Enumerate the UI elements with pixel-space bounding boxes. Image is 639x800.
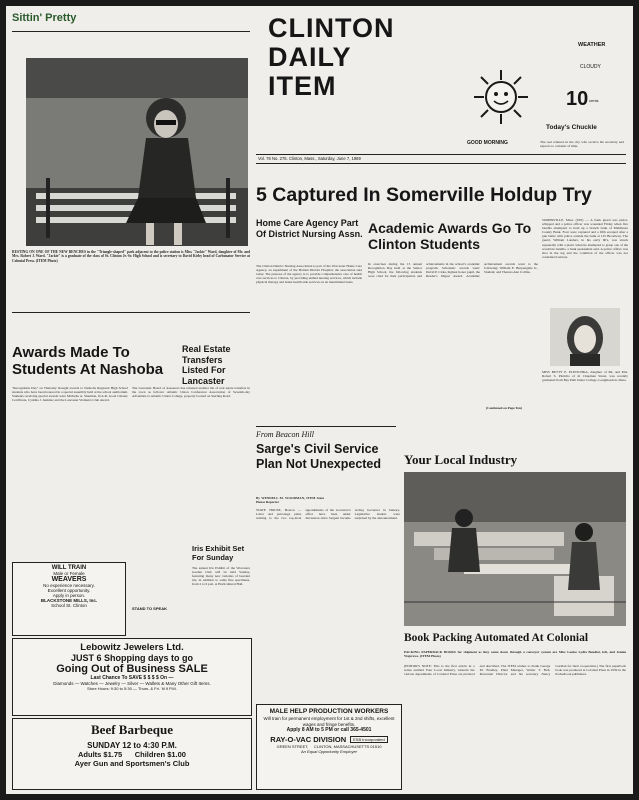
lebowitz-ad <box>12 638 252 716</box>
sarge-headline: Sarge's Civil Service Plan Not Unexpected <box>256 442 382 471</box>
rayovac-name: RAY-O-VAC DIVISION <box>270 735 347 744</box>
photo-bench-woman <box>26 58 248 246</box>
weavers-ad <box>12 562 126 636</box>
lead-body: SOMERVILLE, Mass. (UPI) — A bank guard was pistol-whipped and a police officer was wounded Friday when five bandits attempted to hold up a branch bank of Middlesex County Bank. Four were captured and a fifth escaped after a gun battle with police outside the bank at 125 Broadway. The guard, William Landers, in his early 60's, was struck repeatedly with a pistol when he attempted to grasp one of the would-be bandits, a bank spokesman said. A police officer was shot in the leg and the condition of the officer was not considered serious. <box>542 218 628 259</box>
weavers-ad-line2: Excellent opportunity. <box>47 588 91 593</box>
industry-label: Your Local Industry <box>404 452 518 467</box>
awards-continued: (Continued on Page Ten) <box>486 406 522 410</box>
lebowitz-ad-line4: Diamonds — Watches — Jewelry — Silver — Wallets & Many Other Gift Items. <box>53 681 211 686</box>
male-help-ad-title: MALE HELP PRODUCTION WORKERS <box>269 708 389 715</box>
sarge-body: STATE HOUSE, Boston — Labor and patronage plans relating to the two top-level appointments of the Governor's office have been under discussion since Sargent became Acting Governor in January. Legislative leaders were surprised by the announcement. <box>256 508 400 521</box>
book-packing-photo <box>404 472 626 626</box>
kicker: Sittin' Pretty <box>12 12 77 24</box>
male-help-ad-eoe: An Equal Opportunity Employer <box>300 749 358 754</box>
book-caption: PACKING PAPERBACK BOOKS for shipment as they come down through a conveyor system are Miss Louise Lydia Boudier, left, and Jennie Wajsrows. (ITEM Photo) <box>404 650 626 659</box>
lead-headline: 5 Captured In Somerville Holdup Try <box>256 184 592 206</box>
factory-illustration <box>404 472 626 626</box>
lebowitz-ad-title: Lebowitz Jewelers Ltd. <box>80 642 184 653</box>
weavers-ad-heading: WEAVERS <box>51 576 87 583</box>
weather-label: WEATHER <box>578 42 606 48</box>
nursing-body: The Clinton District Nursing Association is part of the Worcester Home Care Agency, an experiment of the Holden District Hospital, the association said today. The purpose of the agency is to provide comprehensive care of health care services to Clinton, by providing skilled nursing services, which include physical therapy and home health aide services on an intermittent basis. <box>256 264 362 285</box>
male-help-ad-line1: Will train for permanent employment for 1st & 2nd shifts, excellent wages and fringe benefits. <box>263 716 395 727</box>
male-help-ad <box>256 704 402 790</box>
book-headline: Book Packing Automated At Colonial <box>404 632 589 644</box>
portrait-illustration <box>550 308 620 366</box>
sun-icon <box>472 68 530 126</box>
title-line-1: CLINTON <box>268 13 395 43</box>
barbeque-ad-line3: Ayer Gun and Sportsmen's Club <box>74 759 190 768</box>
nashoba-body: "Recognition Day" on Thursday brought awards to Nashoba Regional High School students who have been honored in a special assembly held at the school auditorium. Students receiving special awards were Michelle A. Sherman, D.A.R. Good Citizen; Certificate, Cynthia J. Jenkins; and the Lancaster Woman's Club Award. <box>12 386 128 403</box>
esb-logo: ESB Incorporated <box>350 736 388 743</box>
greeting: GOOD MORNING <box>467 140 508 146</box>
lebowitz-ad-line1: JUST 6 Shopping days to go <box>70 653 193 663</box>
pleticha-photo <box>550 308 620 366</box>
lebowitz-ad-line5: Store Hours: 9:30 to 5:30 — Thurs. & Fri. 'til 9 P.M. <box>87 686 177 691</box>
masthead-title <box>268 14 448 101</box>
dateline: Vol. 76 No. 275. Clinton, Mass., Saturday, June 7, 1969 <box>258 156 361 161</box>
stand-title: STAND TO SPEAK <box>132 606 167 611</box>
barbeque-ad <box>12 718 252 790</box>
chuckle-title: Today's Chuckle <box>546 124 597 131</box>
weavers-ad-title: WILL TRAIN <box>51 565 87 571</box>
sarge-byline: By WENDELL M. WOODMAN, ITEM State House Reporter <box>256 496 324 505</box>
weavers-ad-line5: School St. Clinton <box>51 603 87 608</box>
newspaper-page <box>6 6 633 794</box>
lebowitz-ad-line2: Going Out of Business SALE <box>56 663 208 675</box>
beacon-hill-label: From Beacon Hill <box>256 430 314 439</box>
price: 10 <box>566 88 589 110</box>
iris-body: The annual Iris Exhibit of the Worcester Garden Club will be held Sunday, featuring many new varieties of bearded iris, in addition to some fine specimens, from 2 to 6 p.m. at Horticultural Hall. <box>192 566 250 587</box>
awards-body: In exercises during the 15 annual Recognition Day held at the Senior High School, the following students were cited for their participation and achievements in the school's academic program. Scholastic awards went: David P. Cirka, highest honor pupil, the Reader's Digest Award. Academic Achievement awards went to the following: William E. Burpengalle Jr., Student; and Theresa Ann Collins. <box>368 262 538 279</box>
chuckle-text: The real winners in the city who receive his secretary and expects to a matter of time. <box>540 140 624 149</box>
photo-caption: RESTING ON ONE OF THE NEW BENCHES in the "Triangle-shaped" park adjacent to the police station is Miss "Jackie" Ward, daughter of Mr. and Mrs. Robert J. Ward. "Jackie" is a graduate of the class of St. Clinton Jr.-Sr. High School and is secretary to David Kirby head of Carbonator Service at Colonial Press. (ITEM Photo) <box>12 250 250 263</box>
weavers-ad-line4: BLACKSTONE MILLS, Inc. <box>40 598 98 603</box>
nursing-headline: Home Care Agency Part Of District Nursing Assn. <box>256 218 363 239</box>
barbeque-ad-title: Beef Barbeque <box>91 722 173 737</box>
male-help-ad-line2: Apply 8 AM to 5 PM or call 365-4501 <box>286 727 372 733</box>
barbeque-ad-line2: Adults $1.75 Children $1.00 <box>78 750 186 759</box>
transfers-headline: Real Estate Transfers Listed For Lancaster <box>182 344 231 386</box>
barbeque-ad-line1: SUNDAY 12 to 4:30 P.M. <box>87 741 177 750</box>
weavers-ad-line1: No experience necessary. <box>43 583 95 588</box>
weather-value: CLOUDY <box>580 64 601 70</box>
photo-illustration <box>26 58 248 246</box>
nashoba-headline: Awards Made To Students At Nashoba <box>12 344 164 378</box>
transfers-body: The Lancaster Board of Assessors has released another list of real estate transfers in the town as follows: Atlantic Union Conference Association of Seventh-day Adventists to Atlantic Union College, property located on Sterling Road. <box>132 386 250 399</box>
awards-headline: Academic Awards Go To Clinton Students <box>368 220 532 252</box>
title-line-2: DAILY <box>268 42 352 72</box>
lebowitz-ad-line3: Last Chance To SAVE $ $ $ $ On — <box>90 675 174 681</box>
price-unit: cents <box>589 98 599 103</box>
pleticha-caption: MISS BETTY E. PLETICHKA, daughter of Mr. and Mrs. Robert S. Pleticha of 41 Chapman Street, was recently graduated from Bay Path Junior College, Longmeadow, Mass. <box>542 370 628 383</box>
weavers-ad-sub: Male or Female <box>53 571 85 576</box>
male-help-ad-address: GREEN STREET, CLINTON, MASSACHUSETTS 01510 <box>276 744 382 749</box>
book-body: (EDITOR'S NOTE: This is the first article in a series entitled Your Local Industry, wherein the various departments of Colonial Press are pictured and described. The ITEM wishes to thank George M. Brodley, Plant Manager, Walter T. Bell, Personnel Director and his secretary Nancy Gorman for their cooperation.) The first paperback book was produced at Colonial Press in 1939 in the Pocketbook publishers. <box>404 664 626 677</box>
iris-headline: Iris Exhibit Set For Sunday <box>192 544 245 562</box>
title-line-3: ITEM <box>268 71 337 101</box>
weavers-ad-line3: Apply in person. <box>52 593 86 598</box>
